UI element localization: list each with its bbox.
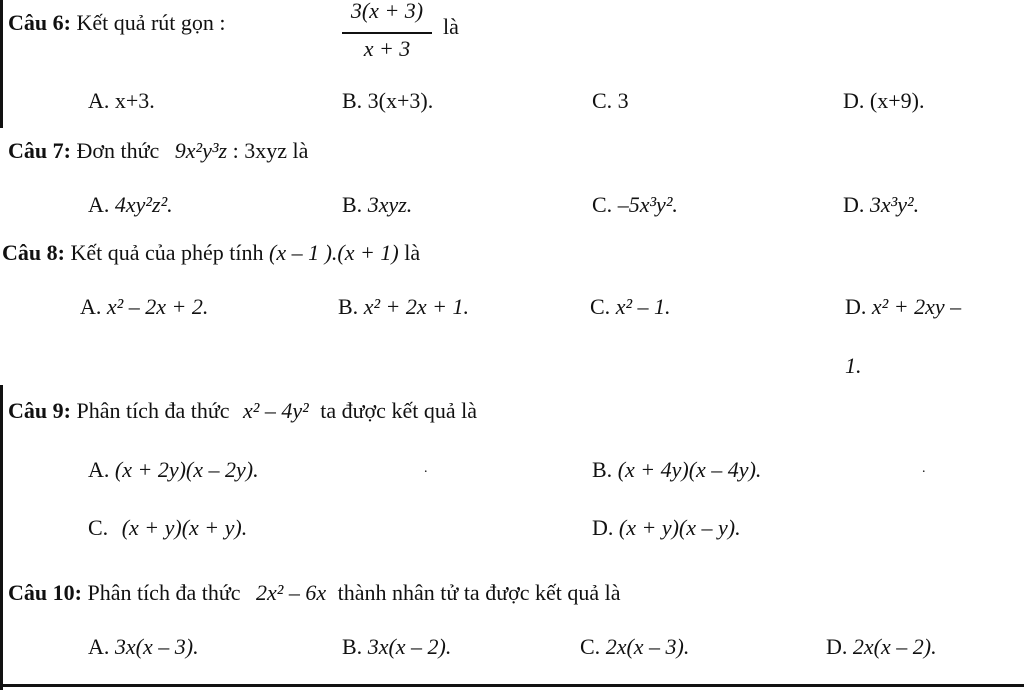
q7-option-d-text: 3x³y². [869,192,920,217]
q8-stem [2,242,420,264]
q9-option-a-letter: A. [88,457,110,482]
q7-option-d-letter: D. [843,192,865,217]
q9-option-d [592,517,741,539]
q9-option-d-letter: D. [592,515,614,540]
q10-option-d [826,636,937,658]
q7-option-a-text: 4xy²z². [114,192,173,217]
q9-suffix: ta được kết quả là [320,398,477,423]
q7-suffix: : 3xyz là [232,138,309,163]
q10-option-d-text: 2x(x – 2). [852,634,937,659]
q8-option-b-text: x² + 2x + 1. [363,294,470,319]
q8-suffix: là [404,240,421,265]
q7-option-b-letter: B. [342,192,363,217]
q8-option-c-text: x² – 1. [615,294,671,319]
q7-label: Câu 7: [8,138,71,163]
q8-option-a-letter: A. [80,294,102,319]
q6-fraction-numerator: 3(x + 3) [350,0,424,23]
q10-option-a [88,636,199,658]
q8-option-d [845,296,961,318]
q6-option-b: B. 3(x+3). [342,88,434,113]
q10-text: Phân tích đa thức [87,580,241,605]
q6-option-c: C. 3 [592,88,629,113]
q9-option-c-text: (x + y)(x + y). [121,515,248,540]
q9-option-b-text: (x + 4y)(x – 4y). [617,457,762,482]
q10-option-a-text: 3x(x – 3). [114,634,199,659]
q8-option-d-letter: D. [845,294,867,319]
q10-option-a-letter: A. [88,634,110,659]
q7-option-a [88,194,173,216]
q9-label: Câu 9: [8,398,71,423]
q10-stem [8,582,621,604]
q7-option-c-letter: C. [592,192,613,217]
q7-option-b [342,194,412,216]
q7-expression: 9x²y³z [174,138,228,163]
q8-option-a [80,296,208,318]
left-border-top [0,0,3,128]
q9-stem [8,400,477,422]
q8-label: Câu 8: [2,240,65,265]
q7-option-a-letter: A. [88,192,110,217]
q10-option-b-letter: B. [342,634,363,659]
q9-text: Phân tích đa thức [76,398,230,423]
q9-stray-dot-2: . [922,461,926,476]
q10-option-c-letter: C. [580,634,601,659]
q9-option-b [592,459,761,481]
q6-text: Kết quả rút gọn : [76,10,226,35]
q8-option-a-text: x² – 2x + 2. [106,294,209,319]
q7-stem [8,140,308,162]
q8-text: Kết quả của phép tính [70,240,264,265]
q8-option-b-letter: B. [338,294,359,319]
q10-label: Câu 10: [8,580,82,605]
q8-option-c [590,296,671,318]
q10-option-b [342,636,451,658]
q6-stem [8,12,226,34]
q8-expression: (x – 1 ).(x + 1) [269,240,399,265]
q8-option-c-letter: C. [590,294,611,319]
q9-expression: x² – 4y² [243,398,309,423]
q10-option-c [580,636,689,658]
q9-stray-dot-1: . [424,461,428,476]
q10-option-c-text: 2x(x – 3). [605,634,690,659]
q6-suffix: là [443,14,459,39]
q6-label: Câu 6: [8,10,71,35]
q6-fraction-denominator: x + 3 [363,36,411,61]
q6-option-a: A. x+3. [88,88,155,113]
q8-option-d-text: x² + 2xy – [871,294,962,319]
q10-suffix: thành nhân tử ta được kết quả là [337,580,621,605]
q10-option-b-text: 3x(x – 2). [367,634,452,659]
q10-expression: 2x² – 6x [256,580,327,605]
q8-option-d-continuation: 1. [845,353,862,378]
q8-option-b [338,296,469,318]
q9-option-b-letter: B. [592,457,613,482]
bottom-border [0,684,1024,687]
q9-option-d-text: (x + y)(x – y). [618,515,741,540]
q7-text: Đơn thức [76,138,160,163]
q10-option-d-letter: D. [826,634,848,659]
q7-option-c [592,194,678,216]
q7-option-c-text: –5x³y². [617,192,678,217]
q9-option-c [88,517,247,539]
left-border-bottom [0,385,3,690]
q7-option-b-text: 3xyz. [367,192,413,217]
q9-option-c-letter: C. [88,515,109,540]
q6-fraction-bar [342,32,432,34]
q9-option-a-text: (x + 2y)(x – 2y). [114,457,259,482]
q9-option-a [88,459,259,481]
q7-option-d [843,194,919,216]
q6-option-d: D. (x+9). [843,88,925,113]
